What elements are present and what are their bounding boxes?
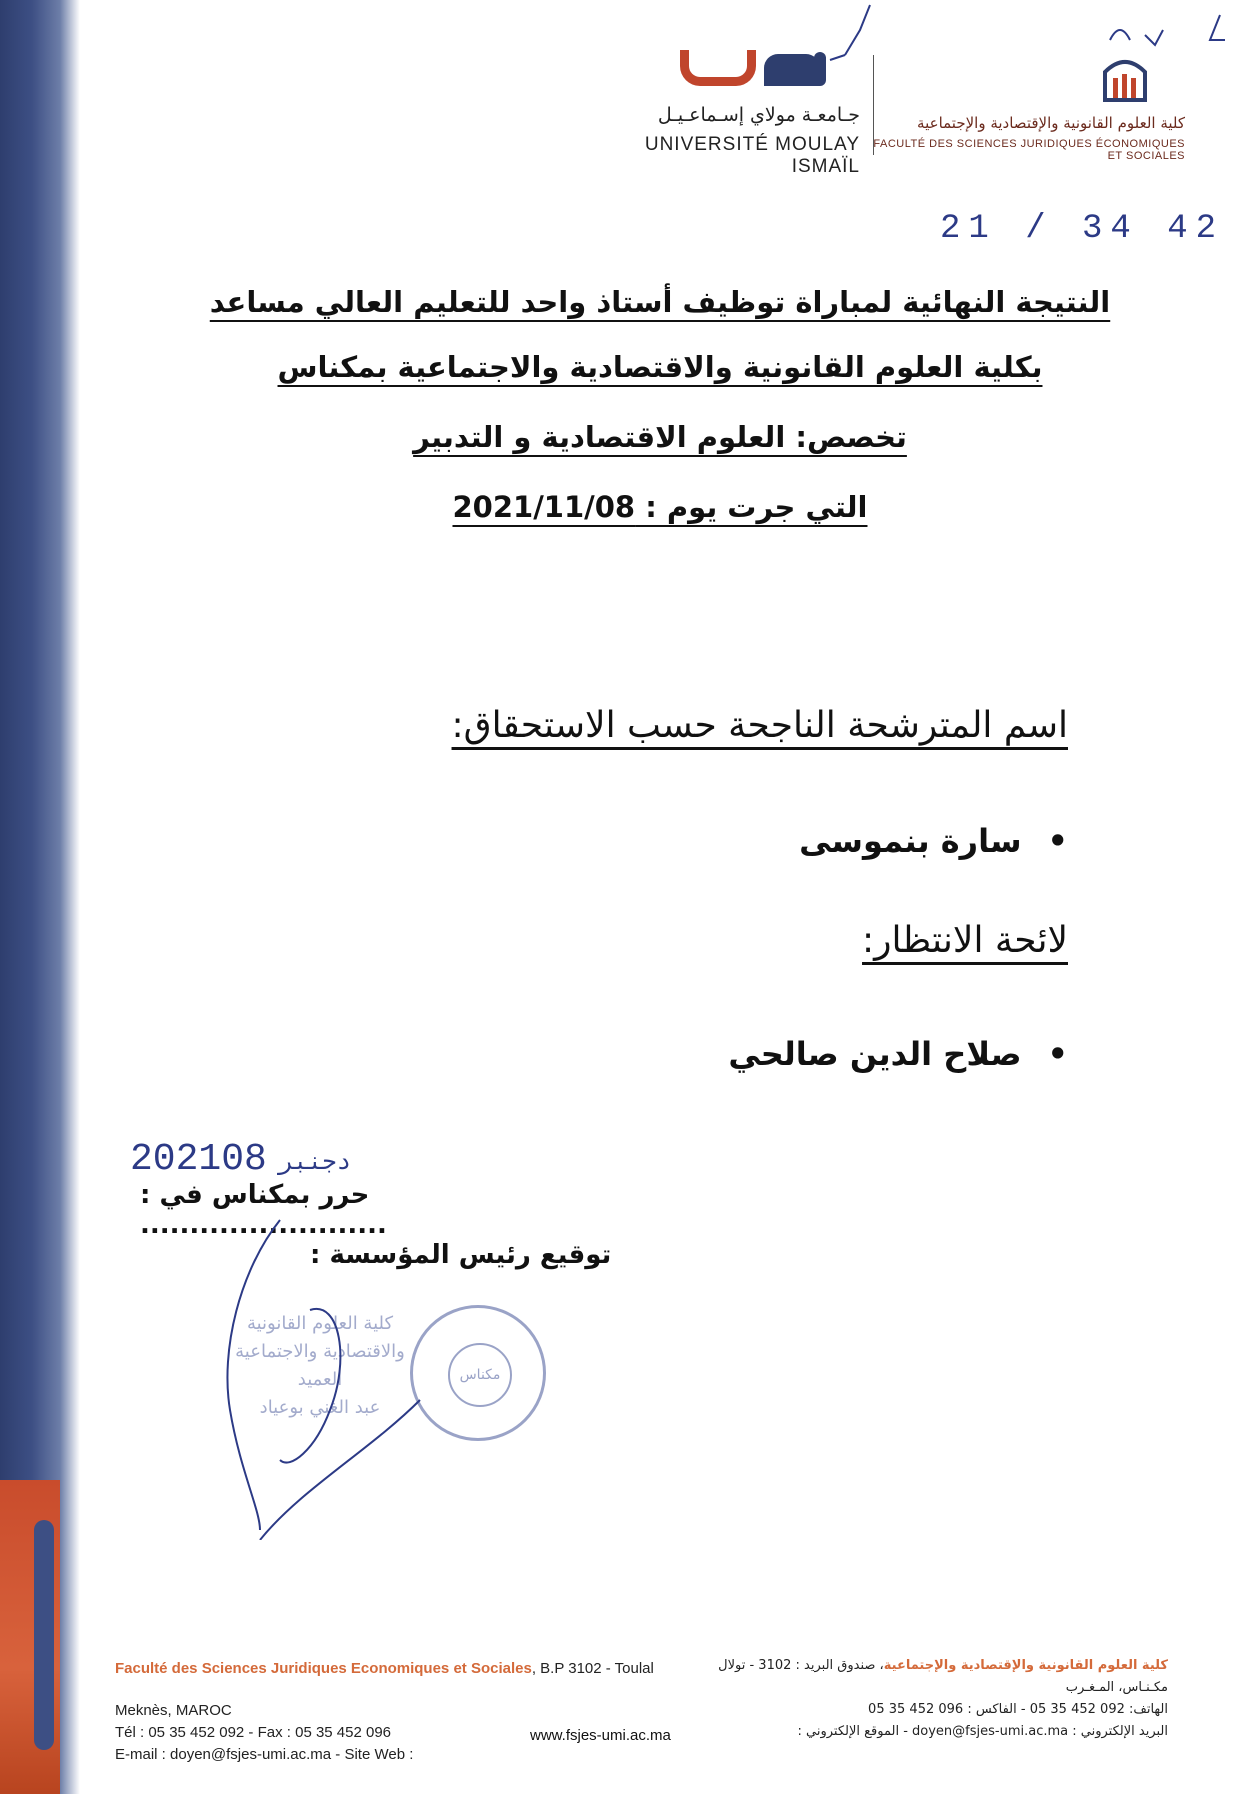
footer-french: Faculté des Sciences Juridiques Economiques et Sociales, B.P 3102 - Toulal Meknès, MAROC Tél : 05 35 452 092 - Fax : 05 35 452 096 E-mail : doyen@fsjes-umi.ac.ma - Site Web : [115,1660,654,1763]
director-signature-label: توقيع رئيس المؤسسة : [310,1240,612,1270]
university-name-french: UNIVERSITÉ MOULAY ISMAÏL [644,134,860,177]
written-at-meknes: حرر بمكناس في : ......................... [140,1180,387,1240]
document-title-line-1: النتيجة النهائية لمباراة توظيف أستاذ واحد للتعليم العالي مساعد [209,285,1111,319]
umi-logo-mark [680,50,830,90]
successful-candidate-name: •سارة بنموسى [799,822,1068,860]
dean-stamp: كلية العلوم القانونية والاقتصادية والاجتماعية العميد عبد الغني بوعياد [235,1313,405,1418]
waiting-list-name: •صلاح الدين صالحي [728,1035,1068,1073]
bullet-icon: • [1047,1035,1068,1073]
document-title-line-3: تخصص: العلوم الاقتصادية و التدبير [413,420,907,454]
handwritten-date: 2021 دجنبر08 [130,1138,352,1181]
university-logo [640,50,860,177]
waiting-list-heading: لائحة الانتظار: [862,920,1068,961]
faculty-logo [873,50,1185,162]
reference-number: 21 / 34 42 [940,210,1225,248]
document-title-line-4: التي جرت يوم : 2021/11/08 [452,490,868,524]
faculty-name-french: FACULTÉ DES SCIENCES JURIDIQUES ÉCONOMIQUES ET SOCIALES [873,138,1185,162]
side-band-logo-accent [0,1480,60,1794]
footer-website-link[interactable]: www.fsjes-umi.ac.ma [530,1727,671,1744]
faculty-name-arabic: كلية العلوم القانونية والإقتصادية والإجتماعية [917,114,1185,132]
university-name-arabic: جـامعـة مولاي إسـماعـيـل [657,104,860,126]
bullet-icon: • [1047,822,1068,860]
handwritten-signature [220,1210,480,1540]
document-title-line-2: بكلية العلوم القانونية والاقتصادية والاجتماعية بمكناس [277,350,1043,384]
faculty-emblem-icon [885,50,1185,104]
footer-arabic: كلية العلوم القانونية والإقتصادية والإجتماعية، صندوق البريد : 3102 - تولال مكـنـاس، المـغـرب الهاتف: 092 452 35 05 - الفاكس : 096 452 35 05 البريد الإلكتروني : doyen@fsjes-umi.ac.ma - الموقع الإلكتروني : [718,1658,1168,1739]
university-round-seal: مكناس [410,1305,546,1441]
successful-candidate-heading: اسم المترشحة الناجحة حسب الاستحقاق: [451,705,1068,746]
